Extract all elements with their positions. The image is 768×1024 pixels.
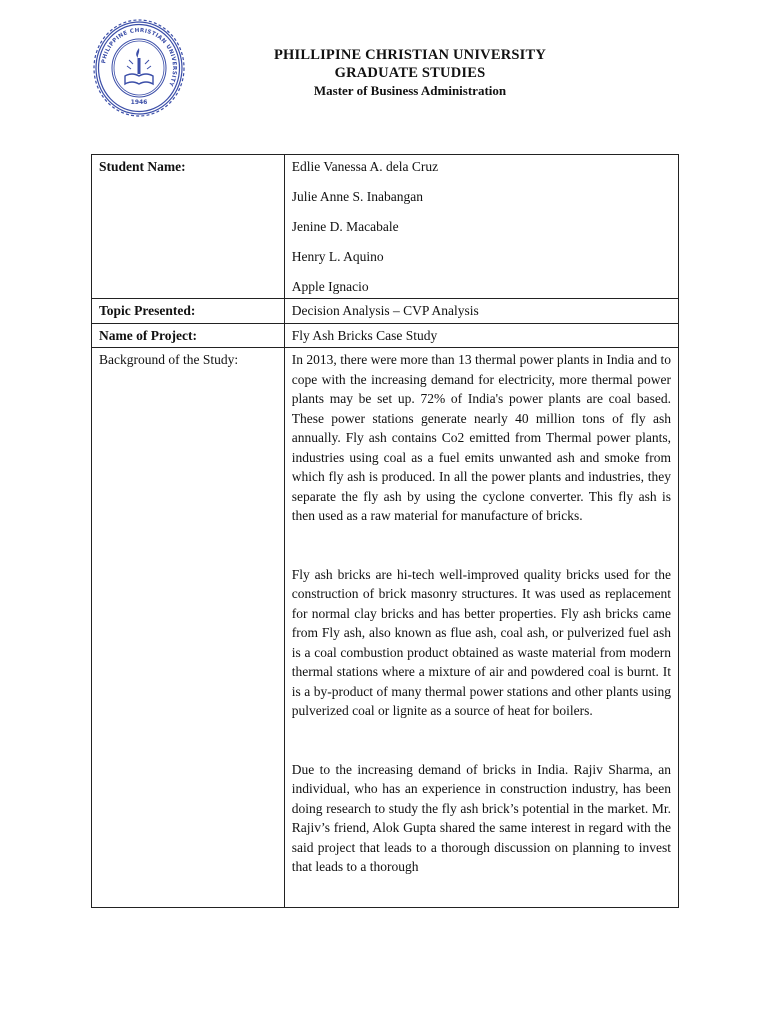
background-label: Background of the Study: [92,348,285,908]
student-name: Jenine D. Macabale [291,219,399,234]
background-cell [284,348,678,908]
university-seal [92,18,186,118]
student-names-cell [284,155,678,299]
seal-year: 1946 [130,99,148,106]
project-info-table [91,154,679,908]
student-name: Edlie Vanessa A. dela Cruz [291,159,439,174]
student-name: Henry L. Aquino [291,249,384,264]
student-name: Apple Ignacio [291,279,369,294]
table-row-project [92,323,679,348]
background-paragraph: In 2013, there were more than 13 thermal power plants in India and to cope with the increasing demand for electricity, more thermal power plants may be set up. 72% of India's power plants are coal based. These power stations generate nearly 40 million tons of fly ash annually. Fly ash contains Co2 emitted from Thermal power plants, industries using coal as a fuel emits unwanted ash and smoke from which fly ash is produced. In all the power plants and industries, they separate the fly ash by using the cyclone converter. This fly ash is then used as a raw material for manufacture of bricks. [291,352,671,523]
svg-text:PHILIPPINE CHRISTIAN UNIVERSIT [101,28,177,88]
topic-label: Topic Presented: [92,299,285,324]
document-header [200,46,620,100]
topic-value: Decision Analysis – CVP Analysis [284,299,678,324]
background-paragraph: Fly ash bricks are hi-tech well-improved quality bricks used for the construction of brick masonry structures. It was used as replacement for normal clay bricks and has better properties. Fly ash bricks came from Fly ash, also known as flue ash, coal ash, or pulverized fuel ash is a coal combustion product obtained as waste material from modern thermal stations where a mixture of air and powdered coal is burnt. It is a by-product of many thermal power stations and other plants using pulverized coal or lignite as a source of heat for boilers. [291,566,671,718]
project-value: Fly Ash Bricks Case Study [284,323,678,348]
school-name: GRADUATE STUDIES [334,65,486,81]
table-row-students [92,155,679,299]
student-name: Julie Anne S. Inabangan [291,189,423,204]
table-row-topic [92,299,679,324]
seal-ring-text: PHILIPPINE CHRISTIAN UNIVERSITY [101,27,178,88]
project-label: Name of Project: [92,323,285,348]
student-name-label: Student Name: [92,155,285,299]
table-row-background [92,348,679,908]
background-paragraph: Due to the increasing demand of bricks in India. Rajiv Sharma, an individual, who has an experience in construction industry, has been doing research to study the fly ash brick’s potential in the market. Mr. Rajiv’s friend, Alok Gupta shared the same interest in regard with the said project that leads to a thorough discussion on planning to invest that leads to a thorough [291,761,671,874]
seal-emblem-icon [92,18,186,118]
university-name: PHILLIPINE CHRISTIAN UNIVERSITY [273,47,547,63]
program-name: Master of Business Administration [313,83,507,98]
